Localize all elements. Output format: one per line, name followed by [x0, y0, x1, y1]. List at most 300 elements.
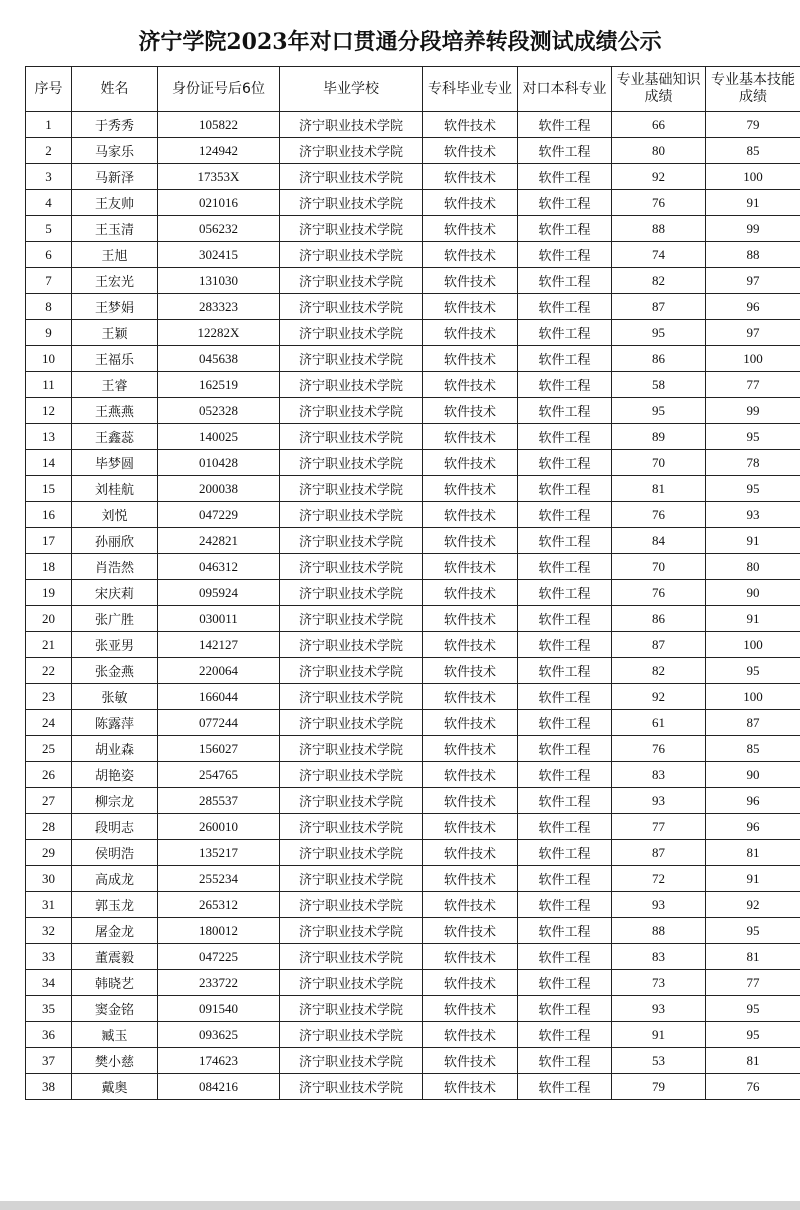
cell-target-major: 软件工程	[518, 684, 612, 710]
cell-id-suffix: 302415	[158, 242, 280, 268]
cell-id-suffix: 093625	[158, 1022, 280, 1048]
cell-college-major: 软件技术	[423, 424, 518, 450]
cell-college-major: 软件技术	[423, 554, 518, 580]
cell-name: 侯明浩	[72, 840, 158, 866]
cell-index: 28	[26, 814, 72, 840]
table-row	[26, 242, 800, 268]
cell-skill-score: 93	[706, 502, 800, 528]
cell-index: 34	[26, 970, 72, 996]
cell-knowledge-score: 95	[612, 320, 706, 346]
table-row	[26, 606, 800, 632]
cell-name: 刘悦	[72, 502, 158, 528]
cell-school: 济宁职业技术学院	[280, 294, 423, 320]
cell-name: 王梦娟	[72, 294, 158, 320]
cell-index: 12	[26, 398, 72, 424]
cell-knowledge-score: 61	[612, 710, 706, 736]
header-row	[26, 67, 800, 112]
cell-target-major: 软件工程	[518, 346, 612, 372]
cell-index: 13	[26, 424, 72, 450]
cell-skill-score: 79	[706, 112, 800, 138]
table-body	[26, 112, 800, 1100]
cell-index: 37	[26, 1048, 72, 1074]
cell-school: 济宁职业技术学院	[280, 918, 423, 944]
cell-id-suffix: 254765	[158, 762, 280, 788]
cell-college-major: 软件技术	[423, 580, 518, 606]
cell-skill-score: 91	[706, 190, 800, 216]
cell-target-major: 软件工程	[518, 1022, 612, 1048]
cell-college-major: 软件技术	[423, 710, 518, 736]
cell-knowledge-score: 87	[612, 840, 706, 866]
cell-target-major: 软件工程	[518, 502, 612, 528]
table-row	[26, 918, 800, 944]
cell-school: 济宁职业技术学院	[280, 684, 423, 710]
cell-knowledge-score: 89	[612, 424, 706, 450]
cell-index: 5	[26, 216, 72, 242]
cell-target-major: 软件工程	[518, 710, 612, 736]
table-row	[26, 710, 800, 736]
cell-knowledge-score: 87	[612, 632, 706, 658]
cell-skill-score: 95	[706, 996, 800, 1022]
cell-skill-score: 91	[706, 866, 800, 892]
table-row	[26, 190, 800, 216]
cell-skill-score: 95	[706, 424, 800, 450]
cell-id-suffix: 142127	[158, 632, 280, 658]
cell-id-suffix: 021016	[158, 190, 280, 216]
cell-skill-score: 95	[706, 476, 800, 502]
cell-target-major: 软件工程	[518, 840, 612, 866]
cell-name: 张金燕	[72, 658, 158, 684]
cell-index: 32	[26, 918, 72, 944]
cell-college-major: 软件技术	[423, 970, 518, 996]
cell-knowledge-score: 82	[612, 268, 706, 294]
bottom-bar	[0, 1201, 800, 1210]
cell-id-suffix: 162519	[158, 372, 280, 398]
table-row	[26, 294, 800, 320]
cell-college-major: 软件技术	[423, 814, 518, 840]
cell-id-suffix: 12282X	[158, 320, 280, 346]
table-row	[26, 320, 800, 346]
table-row	[26, 372, 800, 398]
table-row	[26, 1022, 800, 1048]
cell-id-suffix: 265312	[158, 892, 280, 918]
table-row	[26, 1048, 800, 1074]
cell-target-major: 软件工程	[518, 606, 612, 632]
cell-name: 肖浩然	[72, 554, 158, 580]
cell-index: 7	[26, 268, 72, 294]
cell-school: 济宁职业技术学院	[280, 788, 423, 814]
cell-knowledge-score: 83	[612, 762, 706, 788]
column-header-name: 姓名	[72, 67, 158, 112]
cell-skill-score: 100	[706, 164, 800, 190]
cell-college-major: 软件技术	[423, 294, 518, 320]
cell-id-suffix: 166044	[158, 684, 280, 710]
cell-skill-score: 100	[706, 632, 800, 658]
cell-name: 韩晓艺	[72, 970, 158, 996]
cell-school: 济宁职业技术学院	[280, 450, 423, 476]
cell-target-major: 软件工程	[518, 398, 612, 424]
cell-skill-score: 97	[706, 268, 800, 294]
cell-index: 25	[26, 736, 72, 762]
cell-skill-score: 95	[706, 1022, 800, 1048]
cell-school: 济宁职业技术学院	[280, 554, 423, 580]
cell-college-major: 软件技术	[423, 684, 518, 710]
table-row	[26, 736, 800, 762]
cell-index: 10	[26, 346, 72, 372]
cell-name: 王玉清	[72, 216, 158, 242]
cell-name: 马家乐	[72, 138, 158, 164]
cell-index: 15	[26, 476, 72, 502]
cell-name: 臧玉	[72, 1022, 158, 1048]
cell-target-major: 软件工程	[518, 866, 612, 892]
cell-skill-score: 87	[706, 710, 800, 736]
table-row	[26, 398, 800, 424]
cell-name: 樊小慈	[72, 1048, 158, 1074]
cell-knowledge-score: 92	[612, 164, 706, 190]
cell-college-major: 软件技术	[423, 736, 518, 762]
cell-school: 济宁职业技术学院	[280, 164, 423, 190]
cell-target-major: 软件工程	[518, 762, 612, 788]
cell-school: 济宁职业技术学院	[280, 736, 423, 762]
cell-skill-score: 76	[706, 1074, 800, 1100]
cell-name: 柳宗龙	[72, 788, 158, 814]
cell-target-major: 软件工程	[518, 528, 612, 554]
cell-skill-score: 78	[706, 450, 800, 476]
cell-college-major: 软件技术	[423, 242, 518, 268]
cell-id-suffix: 255234	[158, 866, 280, 892]
cell-skill-score: 85	[706, 736, 800, 762]
cell-knowledge-score: 95	[612, 398, 706, 424]
cell-skill-score: 100	[706, 346, 800, 372]
cell-knowledge-score: 79	[612, 1074, 706, 1100]
cell-target-major: 软件工程	[518, 814, 612, 840]
cell-name: 王宏光	[72, 268, 158, 294]
table-row	[26, 502, 800, 528]
cell-name: 戴奥	[72, 1074, 158, 1100]
cell-target-major: 软件工程	[518, 1074, 612, 1100]
cell-index: 26	[26, 762, 72, 788]
cell-index: 19	[26, 580, 72, 606]
cell-index: 11	[26, 372, 72, 398]
cell-knowledge-score: 70	[612, 554, 706, 580]
column-header-school: 毕业学校	[280, 67, 423, 112]
cell-school: 济宁职业技术学院	[280, 138, 423, 164]
cell-index: 23	[26, 684, 72, 710]
cell-name: 孙丽欣	[72, 528, 158, 554]
cell-college-major: 软件技术	[423, 268, 518, 294]
cell-id-suffix: 17353X	[158, 164, 280, 190]
table-row	[26, 580, 800, 606]
cell-name: 马新泽	[72, 164, 158, 190]
cell-knowledge-score: 92	[612, 684, 706, 710]
column-header-college-major: 专科毕业专业	[423, 67, 518, 112]
cell-knowledge-score: 80	[612, 138, 706, 164]
cell-college-major: 软件技术	[423, 398, 518, 424]
cell-index: 20	[26, 606, 72, 632]
cell-knowledge-score: 82	[612, 658, 706, 684]
cell-college-major: 软件技术	[423, 1022, 518, 1048]
cell-knowledge-score: 87	[612, 294, 706, 320]
table-row	[26, 684, 800, 710]
cell-college-major: 软件技术	[423, 476, 518, 502]
cell-skill-score: 95	[706, 658, 800, 684]
table-row	[26, 970, 800, 996]
cell-index: 21	[26, 632, 72, 658]
cell-school: 济宁职业技术学院	[280, 606, 423, 632]
cell-id-suffix: 174623	[158, 1048, 280, 1074]
cell-id-suffix: 030011	[158, 606, 280, 632]
cell-skill-score: 91	[706, 528, 800, 554]
table-row	[26, 164, 800, 190]
cell-index: 6	[26, 242, 72, 268]
cell-index: 17	[26, 528, 72, 554]
cell-school: 济宁职业技术学院	[280, 762, 423, 788]
cell-knowledge-score: 86	[612, 346, 706, 372]
cell-id-suffix: 105822	[158, 112, 280, 138]
cell-target-major: 软件工程	[518, 424, 612, 450]
table-row	[26, 138, 800, 164]
cell-knowledge-score: 58	[612, 372, 706, 398]
cell-id-suffix: 283323	[158, 294, 280, 320]
cell-target-major: 软件工程	[518, 658, 612, 684]
table-row	[26, 892, 800, 918]
cell-school: 济宁职业技术学院	[280, 580, 423, 606]
cell-id-suffix: 046312	[158, 554, 280, 580]
cell-id-suffix: 047229	[158, 502, 280, 528]
cell-knowledge-score: 72	[612, 866, 706, 892]
cell-name: 窦金铭	[72, 996, 158, 1022]
cell-name: 陈露萍	[72, 710, 158, 736]
cell-id-suffix: 045638	[158, 346, 280, 372]
cell-name: 胡业森	[72, 736, 158, 762]
cell-index: 9	[26, 320, 72, 346]
cell-index: 3	[26, 164, 72, 190]
column-header-skill-score: 专业基本技能成绩	[706, 67, 800, 112]
table-row	[26, 996, 800, 1022]
cell-name: 郭玉龙	[72, 892, 158, 918]
cell-knowledge-score: 91	[612, 1022, 706, 1048]
cell-school: 济宁职业技术学院	[280, 1022, 423, 1048]
cell-college-major: 软件技术	[423, 346, 518, 372]
cell-index: 16	[26, 502, 72, 528]
cell-school: 济宁职业技术学院	[280, 268, 423, 294]
cell-college-major: 软件技术	[423, 892, 518, 918]
cell-skill-score: 100	[706, 684, 800, 710]
cell-school: 济宁职业技术学院	[280, 996, 423, 1022]
cell-college-major: 软件技术	[423, 840, 518, 866]
cell-knowledge-score: 53	[612, 1048, 706, 1074]
cell-target-major: 软件工程	[518, 1048, 612, 1074]
table-row	[26, 112, 800, 138]
cell-index: 4	[26, 190, 72, 216]
cell-name: 胡艳姿	[72, 762, 158, 788]
cell-knowledge-score: 84	[612, 528, 706, 554]
cell-skill-score: 97	[706, 320, 800, 346]
cell-school: 济宁职业技术学院	[280, 710, 423, 736]
table-row	[26, 814, 800, 840]
cell-skill-score: 96	[706, 788, 800, 814]
cell-college-major: 软件技术	[423, 216, 518, 242]
table-row	[26, 424, 800, 450]
cell-target-major: 软件工程	[518, 268, 612, 294]
cell-name: 王友帅	[72, 190, 158, 216]
cell-skill-score: 95	[706, 918, 800, 944]
cell-target-major: 软件工程	[518, 918, 612, 944]
table-row	[26, 528, 800, 554]
table-row	[26, 554, 800, 580]
cell-target-major: 软件工程	[518, 970, 612, 996]
cell-name: 屠金龙	[72, 918, 158, 944]
cell-id-suffix: 056232	[158, 216, 280, 242]
cell-index: 30	[26, 866, 72, 892]
cell-target-major: 软件工程	[518, 632, 612, 658]
cell-knowledge-score: 88	[612, 216, 706, 242]
cell-school: 济宁职业技术学院	[280, 398, 423, 424]
cell-college-major: 软件技术	[423, 502, 518, 528]
table-row	[26, 346, 800, 372]
cell-college-major: 软件技术	[423, 1074, 518, 1100]
cell-knowledge-score: 70	[612, 450, 706, 476]
cell-school: 济宁职业技术学院	[280, 424, 423, 450]
cell-name: 于秀秀	[72, 112, 158, 138]
cell-target-major: 软件工程	[518, 476, 612, 502]
cell-school: 济宁职业技术学院	[280, 320, 423, 346]
table-row	[26, 1074, 800, 1100]
table-header	[26, 67, 800, 112]
cell-name: 张敏	[72, 684, 158, 710]
table-row	[26, 762, 800, 788]
cell-college-major: 软件技术	[423, 762, 518, 788]
cell-college-major: 软件技术	[423, 450, 518, 476]
cell-school: 济宁职业技术学院	[280, 1074, 423, 1100]
cell-id-suffix: 260010	[158, 814, 280, 840]
cell-knowledge-score: 93	[612, 788, 706, 814]
cell-college-major: 软件技术	[423, 528, 518, 554]
table-row	[26, 450, 800, 476]
cell-skill-score: 77	[706, 372, 800, 398]
cell-id-suffix: 124942	[158, 138, 280, 164]
column-header-knowledge-score: 专业基础知识成绩	[612, 67, 706, 112]
cell-knowledge-score: 74	[612, 242, 706, 268]
cell-knowledge-score: 93	[612, 892, 706, 918]
cell-index: 2	[26, 138, 72, 164]
cell-name: 董震毅	[72, 944, 158, 970]
cell-target-major: 软件工程	[518, 320, 612, 346]
cell-name: 刘桂航	[72, 476, 158, 502]
table-row	[26, 788, 800, 814]
cell-college-major: 软件技术	[423, 632, 518, 658]
cell-id-suffix: 140025	[158, 424, 280, 450]
cell-id-suffix: 156027	[158, 736, 280, 762]
cell-target-major: 软件工程	[518, 372, 612, 398]
cell-id-suffix: 220064	[158, 658, 280, 684]
cell-knowledge-score: 76	[612, 580, 706, 606]
cell-name: 段明志	[72, 814, 158, 840]
cell-college-major: 软件技术	[423, 606, 518, 632]
table-row	[26, 944, 800, 970]
cell-skill-score: 90	[706, 762, 800, 788]
score-table	[25, 66, 800, 1100]
cell-name: 高成龙	[72, 866, 158, 892]
cell-skill-score: 81	[706, 944, 800, 970]
cell-id-suffix: 135217	[158, 840, 280, 866]
cell-school: 济宁职业技术学院	[280, 242, 423, 268]
cell-target-major: 软件工程	[518, 736, 612, 762]
cell-knowledge-score: 76	[612, 736, 706, 762]
cell-knowledge-score: 66	[612, 112, 706, 138]
cell-school: 济宁职业技术学院	[280, 112, 423, 138]
cell-school: 济宁职业技术学院	[280, 866, 423, 892]
cell-knowledge-score: 86	[612, 606, 706, 632]
cell-id-suffix: 091540	[158, 996, 280, 1022]
cell-skill-score: 77	[706, 970, 800, 996]
cell-knowledge-score: 88	[612, 918, 706, 944]
cell-college-major: 软件技术	[423, 138, 518, 164]
cell-index: 14	[26, 450, 72, 476]
cell-school: 济宁职业技术学院	[280, 1048, 423, 1074]
cell-skill-score: 90	[706, 580, 800, 606]
cell-knowledge-score: 83	[612, 944, 706, 970]
cell-target-major: 软件工程	[518, 996, 612, 1022]
cell-college-major: 软件技术	[423, 164, 518, 190]
cell-index: 24	[26, 710, 72, 736]
table-row	[26, 632, 800, 658]
cell-school: 济宁职业技术学院	[280, 658, 423, 684]
cell-school: 济宁职业技术学院	[280, 892, 423, 918]
cell-name: 王颖	[72, 320, 158, 346]
cell-college-major: 软件技术	[423, 190, 518, 216]
cell-knowledge-score: 81	[612, 476, 706, 502]
cell-index: 31	[26, 892, 72, 918]
table-row	[26, 866, 800, 892]
cell-school: 济宁职业技术学院	[280, 346, 423, 372]
cell-target-major: 软件工程	[518, 242, 612, 268]
table-row	[26, 476, 800, 502]
table-row	[26, 216, 800, 242]
cell-name: 毕梦圆	[72, 450, 158, 476]
cell-target-major: 软件工程	[518, 788, 612, 814]
cell-skill-score: 99	[706, 398, 800, 424]
cell-index: 22	[26, 658, 72, 684]
cell-index: 29	[26, 840, 72, 866]
cell-knowledge-score: 93	[612, 996, 706, 1022]
cell-knowledge-score: 76	[612, 190, 706, 216]
cell-school: 济宁职业技术学院	[280, 502, 423, 528]
cell-id-suffix: 285537	[158, 788, 280, 814]
cell-id-suffix: 047225	[158, 944, 280, 970]
cell-college-major: 软件技术	[423, 788, 518, 814]
cell-name: 王鑫蕊	[72, 424, 158, 450]
cell-index: 36	[26, 1022, 72, 1048]
cell-skill-score: 99	[706, 216, 800, 242]
cell-target-major: 软件工程	[518, 190, 612, 216]
cell-school: 济宁职业技术学院	[280, 216, 423, 242]
cell-skill-score: 81	[706, 840, 800, 866]
cell-id-suffix: 052328	[158, 398, 280, 424]
cell-college-major: 软件技术	[423, 866, 518, 892]
cell-id-suffix: 084216	[158, 1074, 280, 1100]
cell-college-major: 软件技术	[423, 944, 518, 970]
cell-index: 38	[26, 1074, 72, 1100]
cell-school: 济宁职业技术学院	[280, 476, 423, 502]
cell-index: 18	[26, 554, 72, 580]
cell-target-major: 软件工程	[518, 944, 612, 970]
page-title: 济宁学院2023年对口贯通分段培养转段测试成绩公示	[138, 29, 662, 55]
cell-knowledge-score: 73	[612, 970, 706, 996]
cell-id-suffix: 242821	[158, 528, 280, 554]
cell-id-suffix: 010428	[158, 450, 280, 476]
cell-target-major: 软件工程	[518, 164, 612, 190]
cell-name: 王旭	[72, 242, 158, 268]
